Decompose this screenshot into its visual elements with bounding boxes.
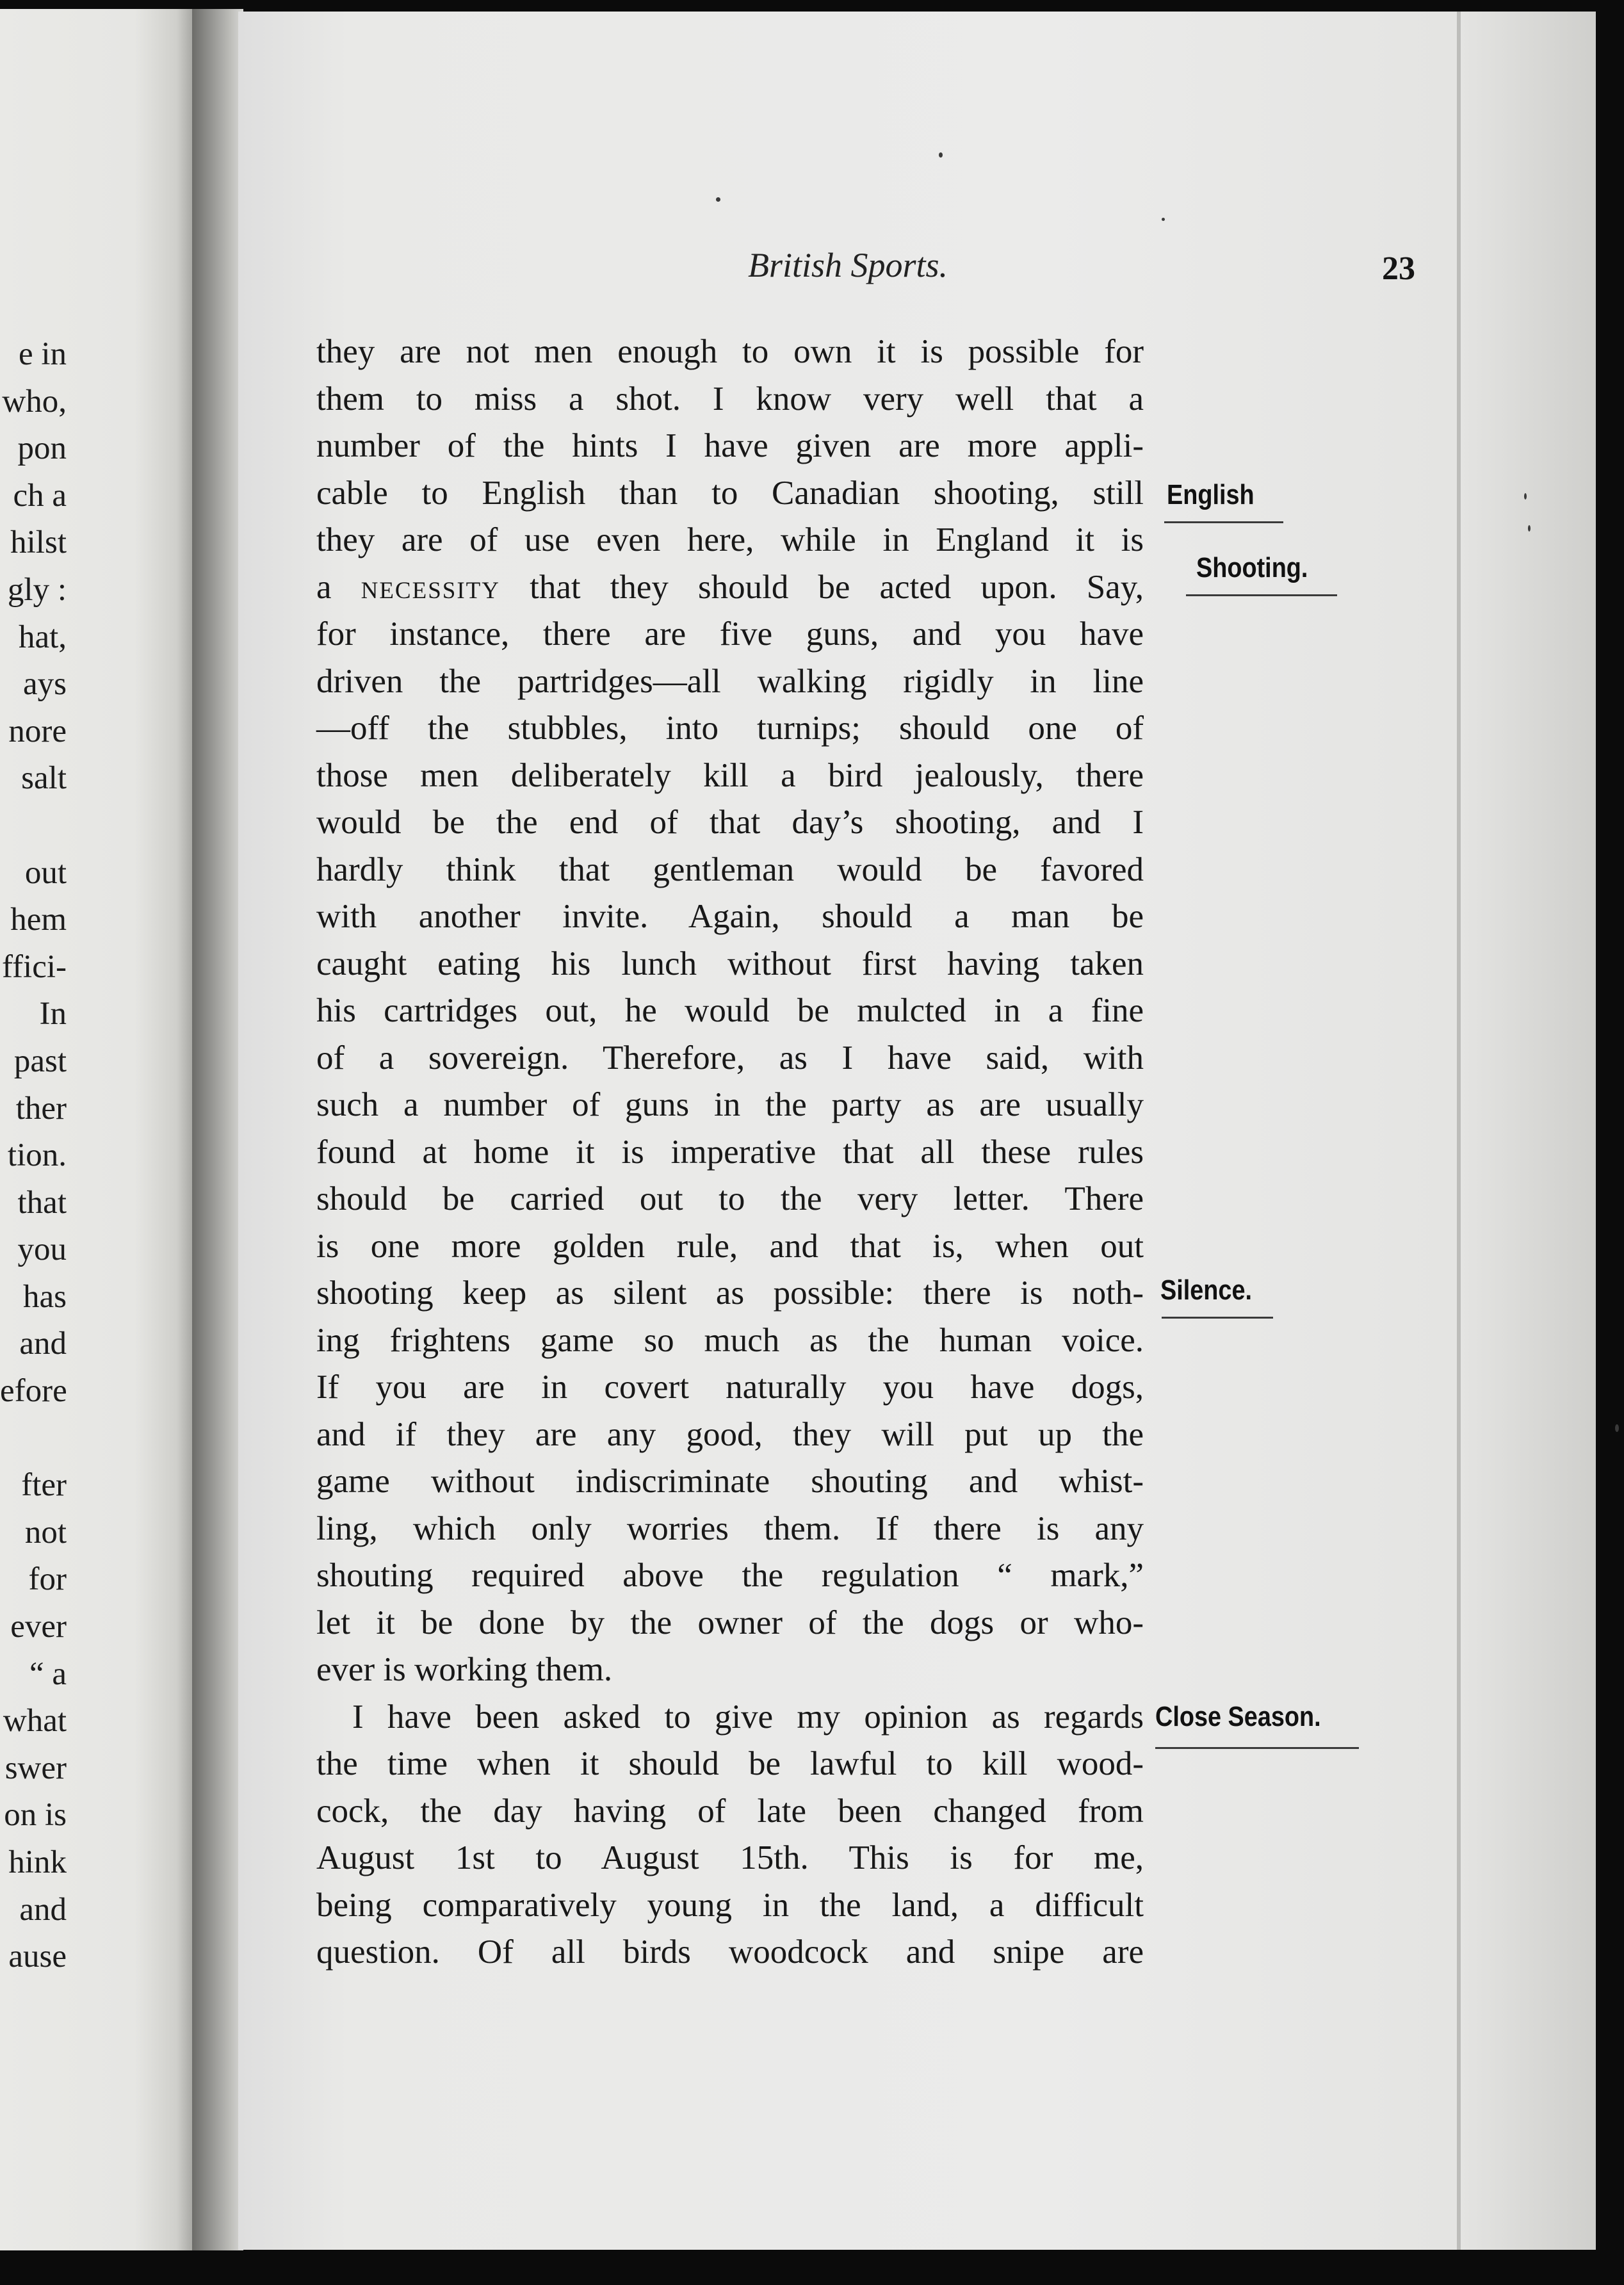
margin-rule — [1186, 594, 1337, 596]
margin-note-english: English — [1167, 479, 1255, 510]
previous-page-line: and — [19, 1891, 67, 1928]
previous-page-line: ause — [8, 1939, 67, 1975]
text-line: game without indiscriminate shouting and whist- — [316, 1463, 1144, 1500]
previous-page-line: that — [17, 1184, 67, 1221]
text-line: would be the end of that day’s shooting, and I — [316, 804, 1144, 841]
previous-page-line: ays — [23, 666, 67, 703]
text-line: If you are in covert naturally you have dogs, — [316, 1369, 1144, 1406]
previous-page-line: gly : — [7, 571, 67, 608]
text-line: should be carried out to the very letter. There — [316, 1180, 1144, 1217]
margin-rule — [1155, 1747, 1359, 1749]
previous-page-line: not — [24, 1514, 67, 1550]
text-line: such a number of guns in the party as are usually — [316, 1086, 1144, 1123]
paper-speck — [1615, 1424, 1619, 1432]
text-line: cock, the day having of late been changed from — [316, 1792, 1144, 1830]
text-line: ever is working them. — [316, 1651, 613, 1688]
text-line: with another invite. Again, should a man be — [316, 898, 1144, 935]
paper-speck — [1162, 218, 1165, 221]
paper-speck — [1528, 525, 1531, 532]
text-line: is one more golden rule, and that is, when out — [316, 1227, 1144, 1265]
text-line: them to miss a shot. I know very well that a — [316, 380, 1144, 418]
text-line — [316, 564, 1144, 612]
text-line: being comparatively young in the land, a difficult — [316, 1886, 1144, 1924]
text-line: cable to English than to Canadian shooting, still — [316, 474, 1144, 512]
previous-page-line: on is — [4, 1797, 67, 1834]
paper-speck — [1524, 493, 1527, 500]
margin-rule — [1164, 521, 1283, 523]
text-fragment: a — [316, 568, 332, 606]
margin-note-close-season: Close Season. — [1155, 1701, 1321, 1732]
text-line: ing frightens game so much as the human voice. — [316, 1321, 1144, 1359]
previous-page-line: hat, — [18, 619, 67, 655]
page-number: 23 — [1382, 250, 1415, 287]
text-line: August 1st to August 15th. This is for me, — [316, 1839, 1144, 1876]
previous-page-text — [0, 331, 67, 1981]
text-line: they are of use even here, while in England it is — [316, 521, 1144, 558]
text-line: let it be done by the owner of the dogs or who- — [316, 1604, 1144, 1641]
text-line: question. Of all birds woodcock and snipe are — [316, 1933, 1144, 1971]
small-caps-word: necessity — [361, 568, 501, 606]
previous-page-line: e in — [18, 336, 67, 372]
previous-page-line: hink — [8, 1844, 67, 1880]
book-gutter — [192, 9, 243, 2250]
text-line: —off the stubbles, into turnips; should one of — [316, 710, 1144, 747]
previous-page-line: ch a — [13, 477, 67, 514]
previous-page-line: In — [39, 996, 67, 1032]
text-line: I have been asked to give my opinion as regards — [352, 1698, 1144, 1736]
previous-page-line: for — [28, 1561, 67, 1598]
previous-page-line: out — [24, 854, 67, 891]
running-title: British Sports. — [748, 246, 948, 284]
previous-page-line: salt — [21, 760, 67, 797]
previous-page-edge — [0, 9, 192, 2250]
text-line: and if they are any good, they will put up the — [316, 1415, 1144, 1453]
text-line: the time when it should be lawful to kill wood- — [316, 1745, 1144, 1782]
body-text-block — [316, 329, 1144, 1976]
text-line: his cartridges out, he would be mulcted in a fine — [316, 992, 1144, 1029]
page-edge — [1457, 12, 1461, 2250]
previous-page-line — [0, 1415, 67, 1463]
margin-note-shooting: Shooting. — [1196, 552, 1308, 583]
text-line: they are not men enough to own it is possible for — [316, 333, 1144, 370]
previous-page-line: ffici- — [1, 948, 67, 985]
text-line: found at home it is imperative that all these rules — [316, 1133, 1144, 1171]
previous-page-line: what — [3, 1703, 67, 1739]
previous-page-line: ever — [10, 1609, 67, 1645]
text-line: ling, which only worries them. If there is any — [316, 1509, 1144, 1547]
previous-page-line: hilst — [10, 524, 67, 561]
previous-page-line: swer — [4, 1750, 67, 1786]
previous-page-line: and — [19, 1326, 67, 1362]
previous-page-line: you — [17, 1232, 67, 1268]
paper-speck — [716, 197, 720, 202]
previous-page-line: tion. — [7, 1137, 67, 1174]
text-line: number of the hints I have given are more appli- — [316, 427, 1144, 464]
previous-page-line: past — [13, 1043, 67, 1079]
previous-page-line: nore — [8, 713, 67, 749]
text-line: shooting keep as silent as possible: there is noth- — [316, 1274, 1144, 1312]
text-fragment: that they should be acted upon. Say, — [530, 568, 1144, 606]
text-line: driven the partridges—all walking rigidly in line — [316, 662, 1144, 700]
previous-page-line: who, — [2, 383, 67, 419]
margin-note-silence: Silence. — [1160, 1274, 1253, 1306]
previous-page-line: has — [23, 1278, 67, 1315]
margin-rule — [1162, 1317, 1273, 1319]
paper-speck — [939, 152, 943, 158]
previous-page-line: ther — [15, 1090, 67, 1126]
text-line: caught eating his lunch without first having taken — [316, 945, 1144, 982]
text-line: those men deliberately kill a bird jealously, there — [316, 756, 1144, 794]
text-line: shouting required above the regulation “ mark,” — [316, 1557, 1144, 1594]
previous-page-line: efore — [0, 1373, 67, 1410]
previous-page-line: “ a — [29, 1655, 67, 1692]
previous-page-line: pon — [17, 430, 67, 467]
previous-page-line: fter — [21, 1467, 67, 1504]
previous-page-line — [0, 802, 67, 850]
previous-page-line: hem — [10, 902, 67, 938]
text-line: of a sovereign. Therefore, as I have said, with — [316, 1039, 1144, 1077]
text-line: for instance, there are five guns, and you have — [316, 615, 1144, 653]
text-line: hardly think that gentleman would be favored — [316, 850, 1144, 888]
